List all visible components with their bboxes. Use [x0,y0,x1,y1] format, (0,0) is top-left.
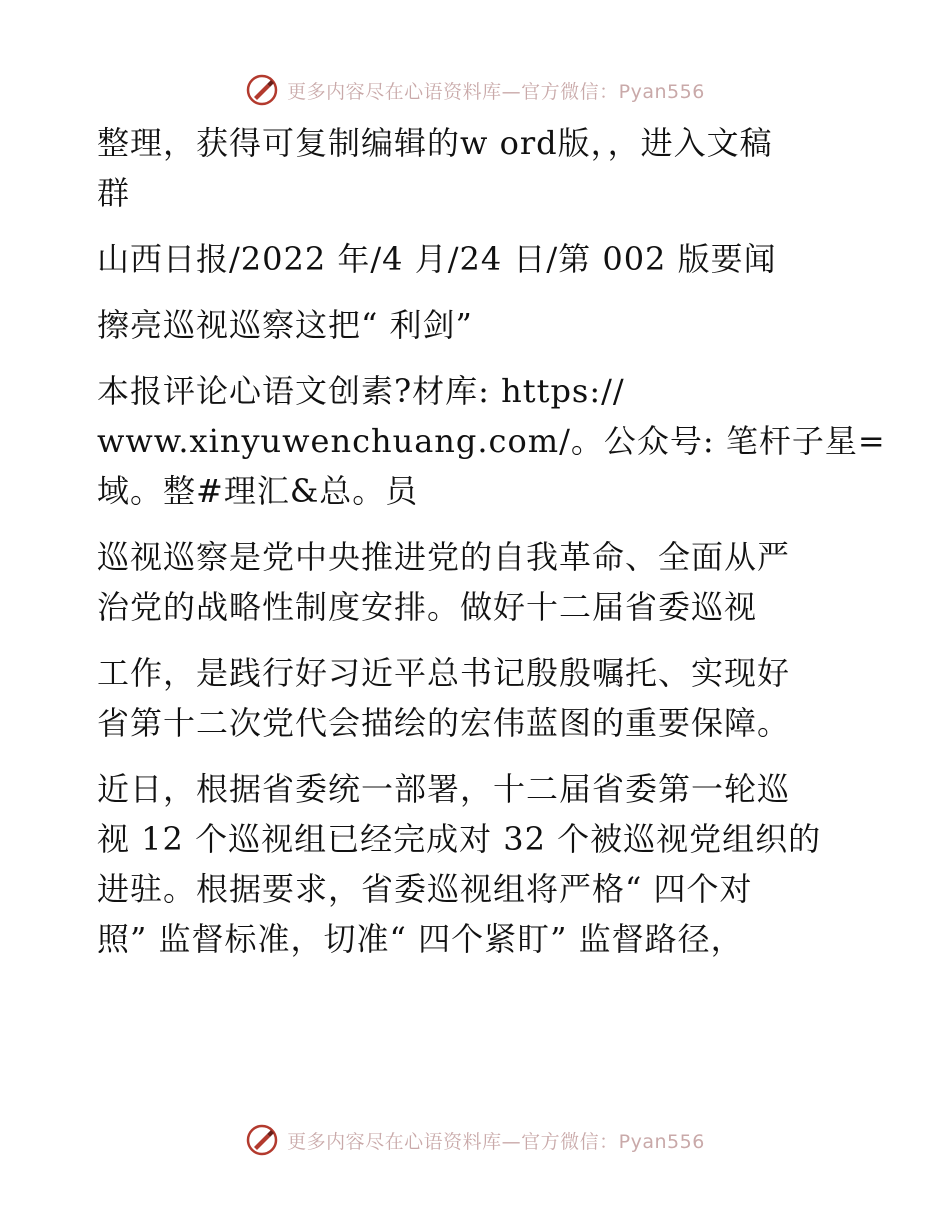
text-line: 巡视巡察是党中央推进党的自我革命、全面从严 [97,538,791,576]
paragraph-headline [97,300,877,350]
paragraph-body-3 [97,764,877,964]
text-line: 群 [97,174,131,212]
text-line: 进驻。根据要求，省委巡视组将严格“ 四个对 [97,870,753,908]
header-watermark [0,70,950,110]
text-line: 域。整#理汇&总。员 [97,472,419,510]
text-line: 擦亮巡视巡察这把“ 利剑” [97,306,473,344]
text-line: 本报评论心语文创素?材库: https:// [97,372,625,410]
pen-logo-icon [245,73,279,107]
text-line: 视 12 个巡视组已经完成对 32 个被巡视党组织的 [97,820,822,858]
document-body [97,118,886,980]
pen-logo-icon [245,1123,279,1157]
paragraph-body-2 [97,648,877,748]
text-line: 近日，根据省委统一部署，十二届省委第一轮巡 [97,770,791,808]
watermark-text: 更多内容尽在心语资料库—官方微信：Pyan556 [287,1130,705,1153]
text-line: 整理，获得可复制编辑的w ord版，，进入文稿 [97,124,773,162]
footer-watermark [0,1120,950,1160]
text-line: 省第十二次党代会描绘的宏伟蓝图的重要保障。 [97,704,791,742]
paragraph-body-1 [97,532,877,632]
text-line: 山西日报/2022 年/4 月/24 日/第 002 版要闻 [97,240,777,278]
watermark-text: 更多内容尽在心语资料库—官方微信：Pyan556 [287,80,705,103]
text-line: 照” 监督标准，切准“ 四个紧盯” 监督路径， [97,920,744,958]
paragraph-intro [97,118,877,218]
paragraph-commentary [97,366,886,516]
text-line: 工作，是践行好习近平总书记殷殷嘱托、实现好 [97,654,791,692]
text-line: www.xinyuwenchuang.com/。公众号: 笔杆子星= [97,422,886,460]
text-line: 治党的战略性制度安排。做好十二届省委巡视 [97,588,758,626]
paragraph-source [97,234,877,284]
